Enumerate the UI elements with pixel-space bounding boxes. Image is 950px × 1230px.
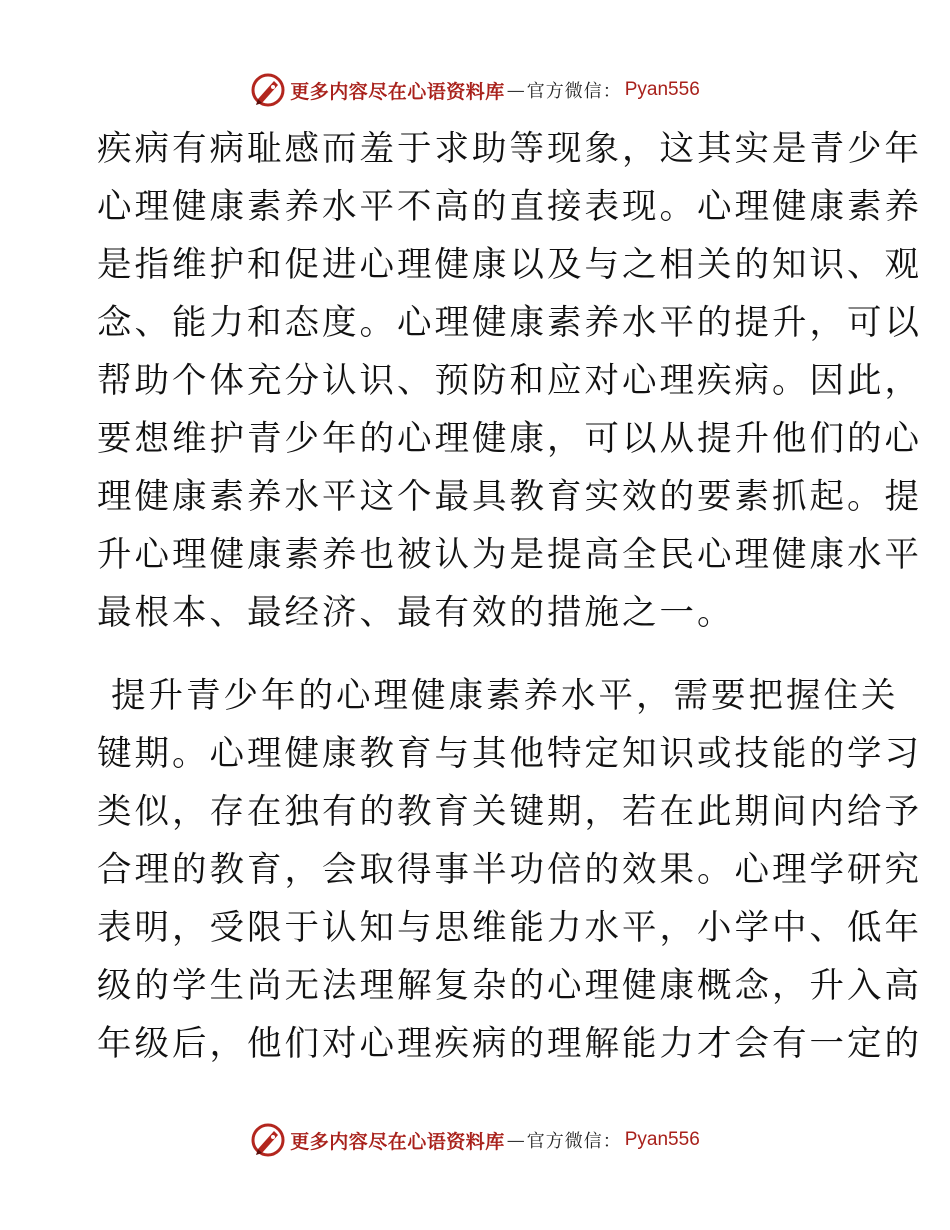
- text-line: 要想维护青少年的心理健康，可以从提升他们的心: [97, 419, 922, 459]
- text-line: 心理健康素养水平不高的直接表现。心理健康素养: [97, 187, 922, 227]
- banner-main-text: 更多内容尽在心语资料库: [290, 1130, 505, 1153]
- pen-logo-icon: [250, 1122, 286, 1158]
- banner-main-text: 更多内容尽在心语资料库: [290, 80, 505, 103]
- banner-dash: —: [506, 79, 525, 101]
- banner-account-id: Pyan556: [624, 79, 700, 100]
- banner-dash: —: [506, 1129, 525, 1151]
- text-line: 最根本、最经济、最有效的措施之一。: [97, 593, 735, 633]
- text-line: 键期。心理健康教育与其他特定知识或技能的学习: [97, 734, 922, 774]
- text-line: 帮助个体充分认识、预防和应对心理疾病。因此，: [97, 361, 922, 401]
- banner-colon: ：: [602, 81, 621, 102]
- paragraph-1: [97, 120, 922, 642]
- text-line: 表明，受限于认知与思维能力水平，小学中、低年: [97, 908, 922, 948]
- text-line: 类似，存在独有的教育关键期，若在此期间内给予: [97, 792, 922, 832]
- document-body: [97, 120, 922, 1073]
- pen-logo-icon: [250, 72, 286, 108]
- banner-official-label: 官方微信: [526, 81, 603, 102]
- banner-colon: ：: [602, 1131, 621, 1152]
- text-line: 级的学生尚无法理解复杂的心理健康概念，升入高: [97, 966, 922, 1006]
- banner-account-id: Pyan556: [624, 1129, 700, 1150]
- text-line: 年级后，他们对心理疾病的理解能力才会有一定的: [97, 1024, 922, 1064]
- text-line: 是指维护和促进心理健康以及与之相关的知识、观: [97, 245, 922, 285]
- paragraph-2: [97, 667, 922, 1073]
- text-line: 理健康素养水平这个最具教育实效的要素抓起。提: [97, 477, 922, 517]
- text-line: 提升青少年的心理健康素养水平，需要把握住关: [97, 676, 899, 716]
- banner-official-label: 官方微信: [526, 1131, 603, 1152]
- text-line: 合理的教育，会取得事半功倍的效果。心理学研究: [97, 850, 922, 890]
- text-line: 疾病有病耻感而羞于求助等现象，这其实是青少年: [97, 129, 922, 169]
- header-banner: [0, 70, 950, 110]
- text-line: 升心理健康素养也被认为是提高全民心理健康水平: [97, 535, 922, 575]
- footer-banner: [0, 1120, 950, 1160]
- text-line: 念、能力和态度。心理健康素养水平的提升，可以: [97, 303, 922, 343]
